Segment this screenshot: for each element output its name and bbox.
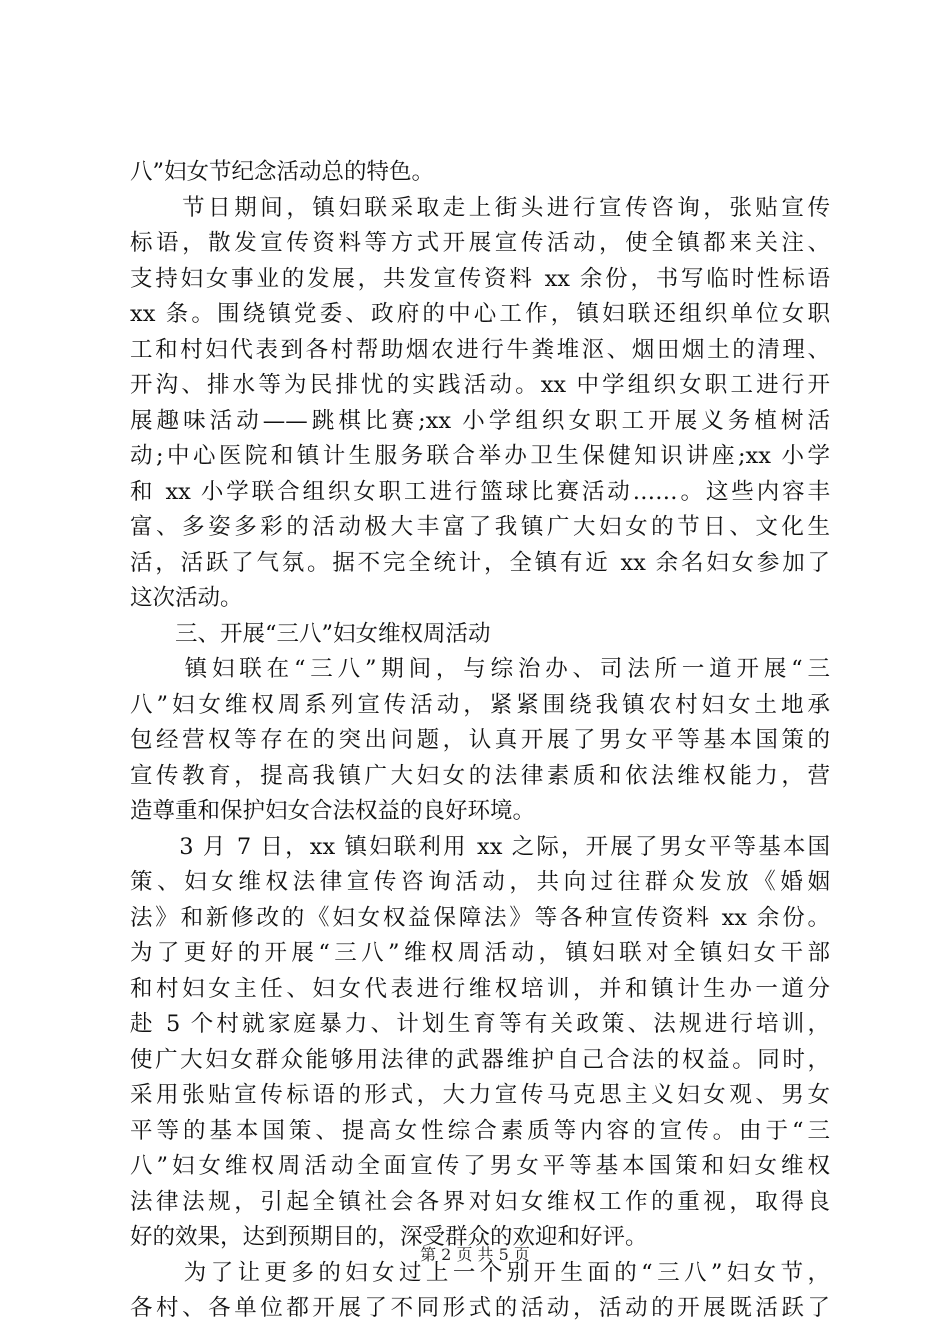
text-line: 三、开展“三八”妇女维权周活动 xyxy=(130,620,491,647)
text-line: 工和村妇代表到各村帮助烟农进行牛粪堆沤、烟田烟土的清理、 xyxy=(130,336,830,363)
text-line: 和 xx 小学联合组织女职工进行篮球比赛活动……。这些内容丰 xyxy=(130,478,830,505)
page-footer: 第 2 页 共 5 页 xyxy=(420,1245,530,1264)
text-line: 法》和新修改的《妇女权益保障法》等各种宣传资料 xx 余份。 xyxy=(130,904,830,931)
text-line: 造尊重和保护妇女合法权益的良好环境。 xyxy=(130,798,536,824)
text-line: 包经营权等存在的突出问题，认真开展了男女平等基本国策的 xyxy=(130,727,830,753)
text-line: 宣传教育，提高我镇广大妇女的法律素质和依法维权能力，营 xyxy=(130,762,830,789)
text-line: 八”妇女节纪念活动总的特色。 xyxy=(130,159,435,185)
text-line: 法律法规，引起全镇社会各界对妇女维权工作的重视，取得良 xyxy=(130,1188,830,1215)
text-line: 八”妇女维权周活动全面宣传了男女平等基本国策和妇女维权 xyxy=(130,1153,830,1179)
text-line: 活，活跃了气氛。据不完全统计，全镇有近 xx 余名妇女参加了 xyxy=(130,549,830,576)
text-line: 平等的基本国策、提高女性综合素质等内容的宣传。由于“三 xyxy=(130,1117,830,1144)
text-line: 节日期间，镇妇联采取走上街头进行宣传咨询，张贴宣传 xyxy=(130,194,830,221)
text-line: 为了让更多的妇女过上一个别开生面的“三八”妇女节， xyxy=(130,1259,830,1286)
text-line: 开沟、排水等为民排忧的实践活动。xx 中学组织女职工进行开 xyxy=(130,372,830,398)
text-line: 支持妇女事业的发展，共发宣传资料 xx 余份，书写临时性标语 xyxy=(130,265,830,292)
text-line: 动;中心医院和镇计生服务联合举办卫生保健知识讲座;xx 小学 xyxy=(130,443,830,469)
text-line: 展趣味活动——跳棋比赛;xx 小学组织女职工开展义务植树活 xyxy=(130,407,830,434)
text-line: 3 月 7 日，xx 镇妇联利用 xx 之际，开展了男女平等基本国 xyxy=(130,833,830,860)
text-line: 标语，散发宣传资料等方式开展宣传活动，使全镇都来关注、 xyxy=(130,230,830,256)
text-line: 赴 5 个村就家庭暴力、计划生育等有关政策、法规进行培训， xyxy=(130,1011,830,1037)
text-line: 八”妇女维权周系列宣传活动，紧紧围绕我镇农村妇女土地承 xyxy=(130,691,830,718)
document-body xyxy=(130,155,830,1327)
text-line: xx 条。围绕镇党委、政府的中心工作，镇妇联还组织单位女职 xyxy=(130,301,830,327)
text-line: 这次活动。 xyxy=(130,585,243,611)
text-line: 好的效果，达到预期目的，深受群众的欢迎和好评。 xyxy=(130,1224,648,1250)
text-line: 和村妇女主任、妇女代表进行维权培训，并和镇计生办一道分 xyxy=(130,975,830,1002)
text-line: 策、妇女维权法律宣传咨询活动，共向过往群众发放《婚姻 xyxy=(130,869,830,895)
text-line: 为了更好的开展“三八”维权周活动，镇妇联对全镇妇女干部 xyxy=(130,940,830,966)
text-line: 富、多姿多彩的活动极大丰富了我镇广大妇女的节日、文化生 xyxy=(130,514,830,540)
text-line: 各村、各单位都开展了不同形式的活动，活动的开展既活跃了 xyxy=(130,1295,830,1321)
text-line: 使广大妇女群众能够用法律的武器维护自己合法的权益。同时， xyxy=(130,1046,830,1073)
text-line: 采用张贴宣传标语的形式，大力宣传马克思主义妇女观、男女 xyxy=(130,1082,830,1108)
text-line: 镇妇联在“三八”期间，与综治办、司法所一道开展“三 xyxy=(130,656,830,682)
